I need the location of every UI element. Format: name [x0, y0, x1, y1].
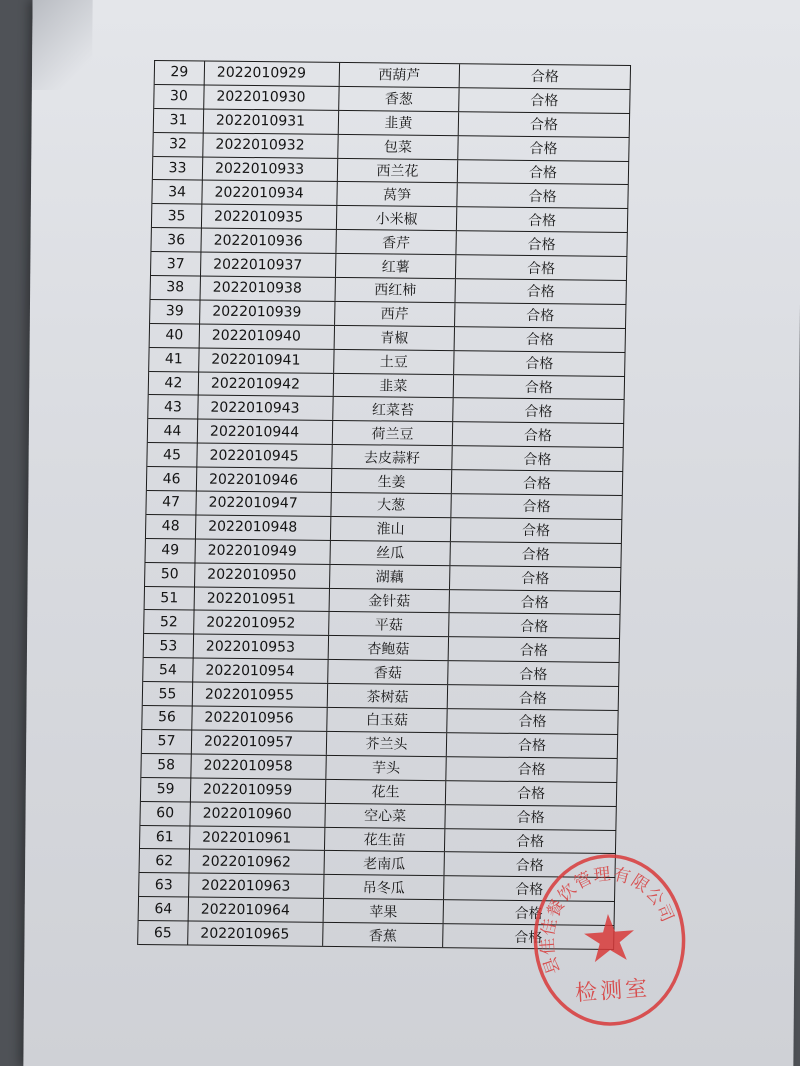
row-number-cell: 39 [150, 300, 200, 323]
page-fold-shadow [32, 0, 93, 90]
sample-code-cell: 2022010961 [190, 826, 325, 850]
result-cell: 合格 [450, 590, 621, 615]
sample-code-cell: 2022010965 [188, 922, 323, 946]
sample-name-cell: 杏鲍菇 [329, 636, 449, 660]
sample-code-cell: 2022010929 [205, 62, 340, 86]
sample-name-cell: 韭黄 [339, 111, 459, 135]
sample-name-cell: 小米椒 [337, 206, 457, 230]
result-cell: 合格 [450, 566, 621, 591]
sample-code-cell: 2022010945 [197, 444, 332, 468]
row-number-cell: 30 [154, 85, 204, 108]
row-number-cell: 63 [139, 873, 189, 896]
result-cell: 合格 [453, 399, 624, 424]
row-number-cell: 31 [154, 109, 204, 132]
sample-code-cell: 2022010951 [195, 587, 330, 611]
seal-arc-text: 县佳佳餐饮管理有限公司 [537, 864, 678, 977]
row-number-cell: 50 [145, 563, 195, 586]
sample-name-cell: 丝瓜 [330, 541, 450, 565]
result-cell: 合格 [453, 423, 624, 448]
sample-name-cell: 香葱 [339, 87, 459, 111]
row-number-cell: 44 [148, 419, 198, 442]
sample-name-cell: 去皮蒜籽 [332, 445, 452, 469]
result-cell: 合格 [458, 160, 629, 185]
sample-name-cell: 茶树菇 [328, 684, 448, 708]
sample-code-cell: 2022010959 [191, 778, 326, 802]
sample-code-cell: 2022010936 [201, 229, 336, 253]
sample-code-cell: 2022010957 [192, 730, 327, 754]
sample-name-cell: 荷兰豆 [333, 421, 453, 445]
sample-code-cell: 2022010958 [191, 754, 326, 778]
row-number-cell: 65 [138, 921, 188, 944]
sample-code-cell: 2022010952 [194, 611, 329, 635]
row-number-cell: 46 [147, 467, 197, 490]
sample-code-cell: 2022010939 [200, 300, 335, 324]
sample-code-cell: 2022010932 [203, 133, 338, 157]
sample-name-cell: 西芹 [335, 302, 455, 326]
result-cell: 合格 [448, 661, 619, 686]
result-cell: 合格 [444, 900, 615, 925]
row-number-cell: 59 [141, 778, 191, 801]
sample-name-cell: 淮山 [331, 517, 451, 541]
sample-name-cell: 香菇 [328, 660, 448, 684]
result-cell: 合格 [449, 638, 620, 663]
result-cell: 合格 [455, 327, 626, 352]
result-cell: 合格 [456, 231, 627, 256]
result-cell: 合格 [457, 184, 628, 209]
result-cell: 合格 [452, 446, 623, 471]
sample-code-cell: 2022010938 [201, 277, 336, 301]
sample-code-cell: 2022010930 [204, 85, 339, 109]
sample-name-cell: 花生 [326, 780, 446, 804]
document-page [23, 0, 800, 1066]
sample-name-cell: 莴笋 [337, 182, 457, 206]
sample-name-cell: 芋头 [326, 756, 446, 780]
sample-name-cell: 大葱 [331, 493, 451, 517]
sample-code-cell: 2022010934 [202, 181, 337, 205]
sample-code-cell: 2022010946 [197, 468, 332, 492]
sample-name-cell: 白玉菇 [327, 708, 447, 732]
result-cell: 合格 [443, 924, 614, 949]
row-number-cell: 49 [145, 539, 195, 562]
result-cell: 合格 [454, 351, 625, 376]
result-cell: 合格 [444, 876, 615, 901]
sample-code-cell: 2022010955 [193, 683, 328, 707]
sample-name-cell: 金针菇 [330, 589, 450, 613]
result-cell: 合格 [455, 303, 626, 328]
sample-code-cell: 2022010944 [198, 420, 333, 444]
sample-code-cell: 2022010941 [199, 348, 334, 372]
row-number-cell: 56 [142, 706, 192, 729]
result-cell: 合格 [458, 136, 629, 161]
result-cell: 合格 [448, 685, 619, 710]
sample-name-cell: 老南瓜 [325, 851, 445, 875]
row-number-cell: 36 [151, 228, 201, 251]
result-cell: 合格 [454, 375, 625, 400]
row-number-cell: 60 [140, 802, 190, 825]
sample-name-cell: 平菇 [329, 612, 449, 636]
result-cell: 合格 [456, 255, 627, 280]
row-number-cell: 29 [155, 61, 205, 84]
sample-code-cell: 2022010935 [202, 205, 337, 229]
sample-name-cell: 苹果 [324, 899, 444, 923]
sample-name-cell: 青椒 [335, 326, 455, 350]
row-number-cell: 34 [152, 180, 202, 203]
sample-name-cell: 空心菜 [325, 804, 445, 828]
row-number-cell: 47 [146, 491, 196, 514]
result-cell: 合格 [450, 542, 621, 567]
sample-code-cell: 2022010942 [199, 372, 334, 396]
result-cell: 合格 [446, 757, 617, 782]
row-number-cell: 62 [140, 849, 190, 872]
result-cell: 合格 [445, 805, 616, 830]
result-cell: 合格 [459, 88, 630, 113]
sample-name-cell: 西红柿 [336, 278, 456, 302]
row-number-cell: 48 [146, 515, 196, 538]
sample-name-cell: 花生苗 [325, 827, 445, 851]
row-number-cell: 37 [151, 252, 201, 275]
row-number-cell: 42 [149, 372, 199, 395]
result-cell: 合格 [457, 208, 628, 233]
sample-code-cell: 2022010954 [193, 659, 328, 683]
sample-code-cell: 2022010949 [195, 539, 330, 563]
row-number-cell: 33 [153, 157, 203, 180]
sample-code-cell: 2022010947 [196, 492, 331, 516]
row-number-cell: 32 [153, 133, 203, 156]
result-cell: 合格 [447, 709, 618, 734]
sample-name-cell: 西兰花 [338, 159, 458, 183]
sample-code-cell: 2022010962 [190, 850, 325, 874]
inspection-table [137, 60, 631, 950]
row-number-cell: 57 [142, 730, 192, 753]
sample-code-cell: 2022010940 [200, 324, 335, 348]
sample-code-cell: 2022010960 [190, 802, 325, 826]
sample-name-cell: 湖藕 [330, 565, 450, 589]
sample-code-cell: 2022010953 [194, 635, 329, 659]
result-cell: 合格 [444, 853, 615, 878]
sample-code-cell: 2022010937 [201, 253, 336, 277]
row-number-cell: 53 [144, 634, 194, 657]
result-cell: 合格 [446, 781, 617, 806]
result-cell: 合格 [455, 279, 626, 304]
sample-name-cell: 红薯 [336, 254, 456, 278]
row-number-cell: 41 [149, 348, 199, 371]
row-number-cell: 51 [145, 587, 195, 610]
result-cell: 合格 [460, 64, 631, 89]
sample-name-cell: 香芹 [336, 230, 456, 254]
sample-code-cell: 2022010948 [196, 515, 331, 539]
result-cell: 合格 [451, 494, 622, 519]
row-number-cell: 55 [143, 682, 193, 705]
row-number-cell: 40 [150, 324, 200, 347]
sample-name-cell: 包菜 [338, 135, 458, 159]
sample-code-cell: 2022010950 [195, 563, 330, 587]
table-row [138, 921, 614, 950]
sample-name-cell: 西葫芦 [340, 63, 460, 87]
sample-name-cell: 生姜 [332, 469, 452, 493]
row-number-cell: 58 [141, 754, 191, 777]
sample-name-cell: 韭菜 [334, 374, 454, 398]
sample-name-cell: 吊冬瓜 [324, 875, 444, 899]
sample-name-cell: 芥兰头 [327, 732, 447, 756]
row-number-cell: 43 [148, 395, 198, 418]
sample-code-cell: 2022010943 [198, 396, 333, 420]
result-cell: 合格 [449, 614, 620, 639]
sample-code-cell: 2022010933 [203, 157, 338, 181]
row-number-cell: 38 [151, 276, 201, 299]
sample-name-cell: 香蕉 [323, 923, 443, 947]
result-cell: 合格 [451, 518, 622, 543]
sample-code-cell: 2022010963 [189, 874, 324, 898]
result-cell: 合格 [452, 470, 623, 495]
row-number-cell: 45 [147, 443, 197, 466]
result-cell: 合格 [447, 733, 618, 758]
sample-code-cell: 2022010964 [189, 898, 324, 922]
result-cell: 合格 [445, 829, 616, 854]
sample-code-cell: 2022010956 [192, 707, 327, 731]
row-number-cell: 61 [140, 825, 190, 848]
row-number-cell: 54 [143, 658, 193, 681]
sample-name-cell: 红菜苔 [333, 397, 453, 421]
sample-name-cell: 土豆 [334, 350, 454, 374]
row-number-cell: 35 [152, 204, 202, 227]
seal-bottom-text: 检测室 [574, 976, 651, 1007]
result-cell: 合格 [459, 112, 630, 137]
row-number-cell: 64 [139, 897, 189, 920]
sample-code-cell: 2022010931 [204, 109, 339, 133]
row-number-cell: 52 [144, 610, 194, 633]
